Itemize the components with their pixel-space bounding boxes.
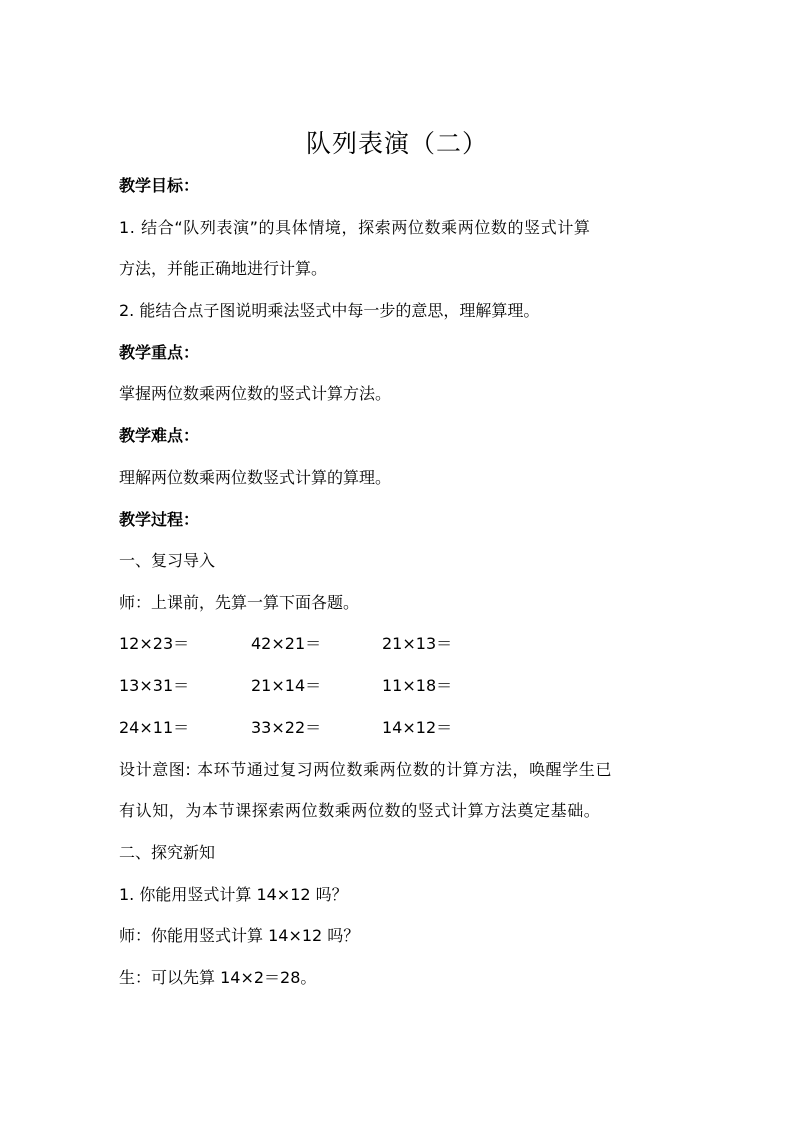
teacher-line-1: 师：上课前，先算一算下面各题。 bbox=[119, 593, 360, 612]
exercise-item: 13×31＝ bbox=[119, 676, 190, 695]
page-title: 队列表演（二） bbox=[305, 129, 488, 158]
design-intent-line-2: 有认知，为本节课探索两位数乘两位数的竖式计算方法奠定基础。 bbox=[119, 801, 601, 820]
objective-1-line-1: 1. 结合“队列表演”的具体情境，探索两位数乘两位数的竖式计算 bbox=[119, 218, 591, 237]
teacher-line-2: 师：你能用竖式计算 14×12 吗？ bbox=[119, 926, 360, 945]
exercise-item: 14×12＝ bbox=[382, 718, 453, 737]
heading-process: 教学过程： bbox=[119, 510, 200, 529]
question-1: 1. 你能用竖式计算 14×12 吗？ bbox=[119, 885, 348, 904]
exercise-item: 21×13＝ bbox=[382, 634, 453, 653]
heading-key-points: 教学重点： bbox=[119, 343, 200, 362]
section-explore-new: 二、探究新知 bbox=[119, 843, 216, 862]
student-line-1: 生：可以先算 14×2＝28。 bbox=[119, 968, 317, 987]
heading-difficulties: 教学难点： bbox=[119, 426, 200, 445]
exercise-item: 12×23＝ bbox=[119, 634, 190, 653]
heading-objectives: 教学目标： bbox=[119, 176, 200, 195]
exercise-item: 21×14＝ bbox=[251, 676, 322, 695]
objective-2: 2. 能结合点子图说明乘法竖式中每一步的意思，理解算理。 bbox=[119, 301, 540, 320]
difficulties: 理解两位数乘两位数竖式计算的算理。 bbox=[119, 468, 392, 487]
exercise-item: 42×21＝ bbox=[251, 634, 322, 653]
design-intent-line-1: 设计意图: 本环节通过复习两位数乘两位数的计算方法，唤醒学生已 bbox=[119, 760, 613, 779]
exercise-item: 11×18＝ bbox=[382, 676, 453, 695]
exercise-item: 33×22＝ bbox=[251, 718, 322, 737]
section-review-intro: 一、复习导入 bbox=[119, 551, 216, 570]
objective-1-line-2: 方法，并能正确地进行计算。 bbox=[119, 259, 328, 278]
key-points: 掌握两位数乘两位数的竖式计算方法。 bbox=[119, 384, 392, 403]
exercise-item: 24×11＝ bbox=[119, 718, 190, 737]
